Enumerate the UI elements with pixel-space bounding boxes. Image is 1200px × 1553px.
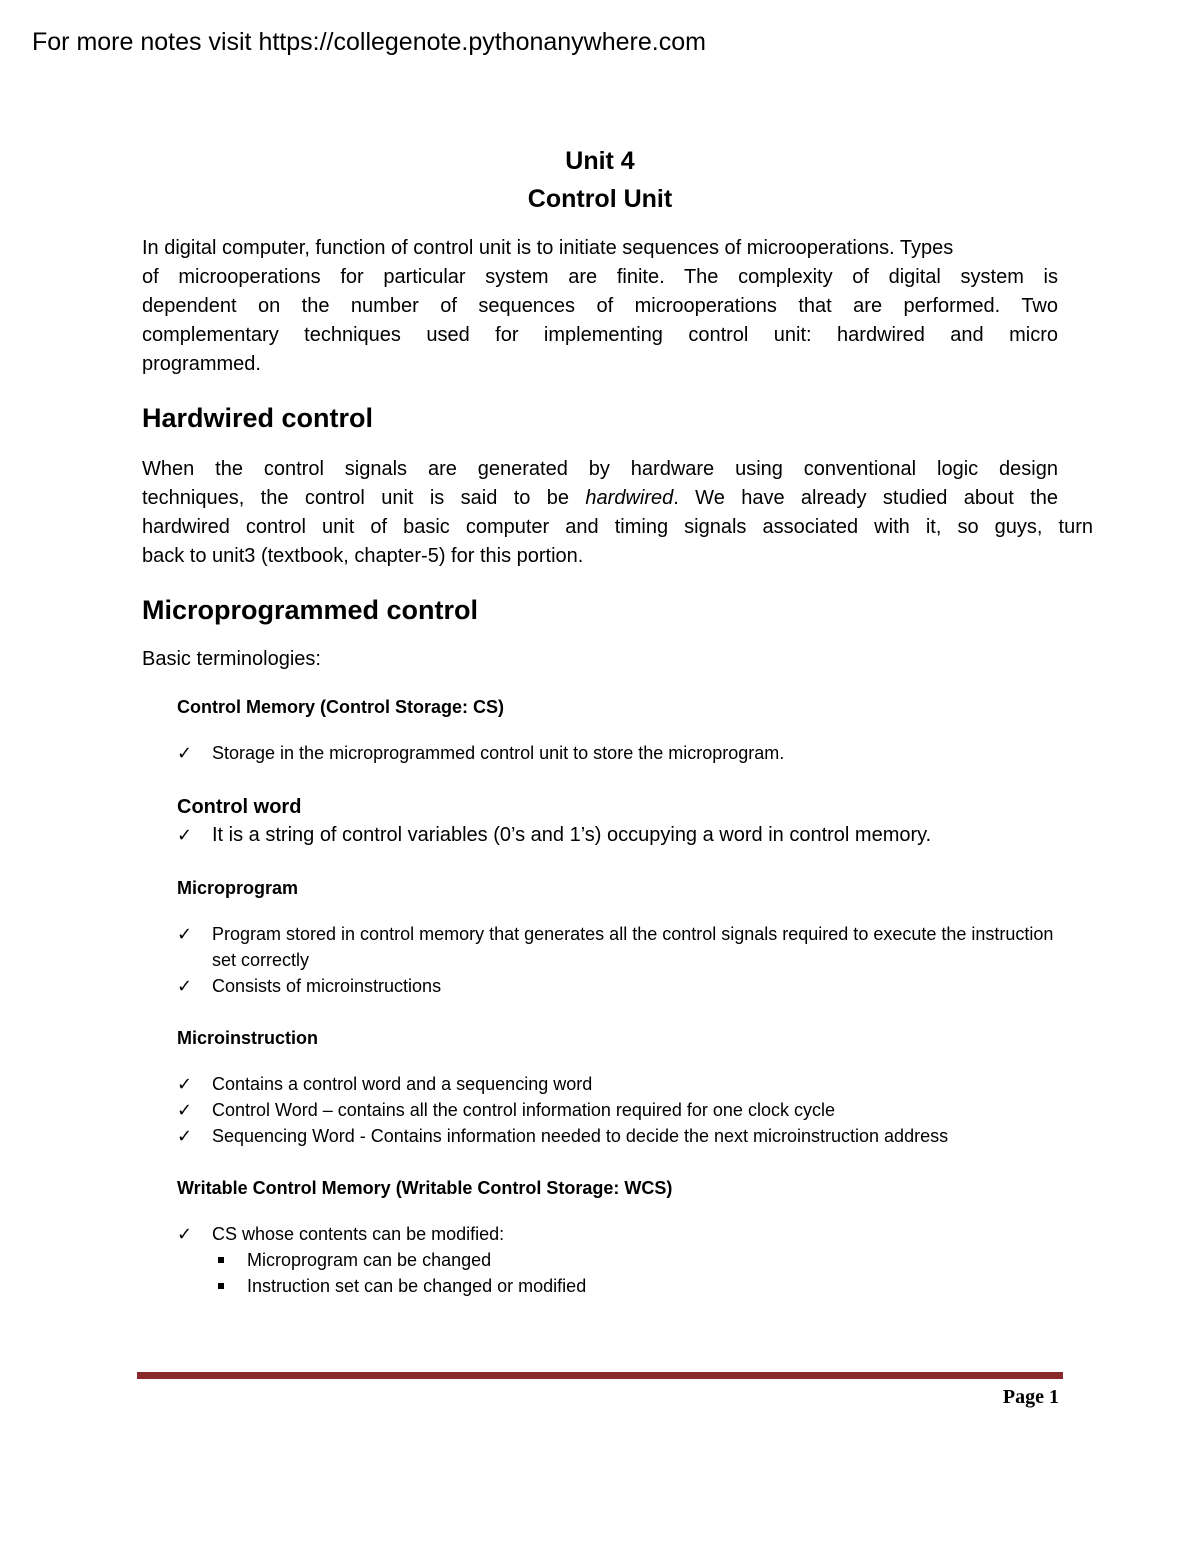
- list-item: [177, 1221, 1058, 1247]
- check-icon: ✓: [177, 1224, 193, 1244]
- square-bullet-icon: [218, 1257, 224, 1263]
- intro-line: of microoperations for particular system are finite. The complexity of digital system is: [142, 266, 1058, 288]
- microprogram-title: Microprogram: [177, 878, 299, 898]
- control-memory-list: [177, 740, 1058, 766]
- check-icon: ✓: [177, 924, 193, 944]
- page-number: Page 1: [1002, 1386, 1059, 1408]
- hardwired-line-text: techniques, the control unit is said to be: [142, 487, 586, 509]
- hardwired-line: back to unit3 (textbook, chapter-5) for this portion.: [142, 545, 584, 567]
- list-item: [177, 1123, 1058, 1149]
- list-item-text: Contains a control word and a sequencing word: [212, 1074, 593, 1094]
- writable-control-memory-sublist: [212, 1247, 1058, 1299]
- check-icon: ✓: [177, 743, 193, 763]
- list-item: [177, 740, 1058, 766]
- list-item: [177, 821, 1058, 849]
- writable-control-memory-list: [177, 1221, 1058, 1247]
- check-icon: ✓: [177, 976, 193, 996]
- sub-list-item-text: Microprogram can be changed: [247, 1250, 492, 1270]
- check-icon: ✓: [177, 1100, 193, 1120]
- sub-list-item-text: Instruction set can be changed or modified: [247, 1276, 587, 1296]
- intro-paragraph: [142, 234, 1058, 379]
- writable-control-memory-title: Writable Control Memory (Writable Control Storage: WCS): [177, 1178, 673, 1198]
- intro-line: complementary techniques used for implementing control unit: hardwired and micro: [142, 324, 1058, 346]
- microprogrammed-heading: Microprogrammed control: [142, 595, 479, 625]
- list-item-text: Storage in the microprogrammed control unit to store the microprogram.: [212, 743, 785, 763]
- list-item-text: It is a string of control variables (0’s and 1’s) occupying a word in control memory.: [212, 824, 932, 846]
- check-icon: ✓: [177, 825, 193, 845]
- basic-terminologies: Basic terminologies:: [142, 648, 321, 670]
- hardwired-line-text: . We have already studied about the: [673, 487, 1058, 509]
- hardwired-line: [142, 484, 1058, 513]
- unit-title: Unit 4: [565, 147, 635, 175]
- list-item-text: CS whose contents can be modified:: [212, 1224, 505, 1244]
- hardwired-heading: Hardwired control: [142, 403, 374, 433]
- sub-list-item: [212, 1273, 1058, 1299]
- microinstruction-list: [177, 1071, 1058, 1149]
- control-word-list: [177, 821, 1058, 849]
- list-item: [177, 1097, 1058, 1123]
- list-item-text: Sequencing Word - Contains information needed to decide the next microinstruction address: [212, 1126, 949, 1146]
- microinstruction-title: Microinstruction: [177, 1028, 319, 1048]
- hardwired-line: hardwired control unit of basic computer and timing signals associated with it, so guys, turn: [142, 516, 1093, 538]
- check-icon: ✓: [177, 1126, 193, 1146]
- control-memory-title: Control Memory (Control Storage: CS): [177, 697, 504, 717]
- intro-line: In digital computer, function of control unit is to initiate sequences of microoperations. Types: [142, 237, 954, 259]
- list-item: [177, 1071, 1058, 1097]
- hardwired-emphasis: hardwired: [585, 487, 674, 509]
- list-item-text: Control Word – contains all the control information required for one clock cycle: [212, 1100, 835, 1120]
- list-item-text: Consists of microinstructions: [212, 976, 442, 996]
- hardwired-line: When the control signals are generated by hardware using conventional logic design: [142, 458, 1058, 480]
- square-bullet-icon: [218, 1283, 224, 1289]
- intro-line: dependent on the number of sequences of microoperations that are performed. Two: [142, 295, 1058, 317]
- list-item-text: Program stored in control memory that generates all the control signals required to execute the instruction set correctly: [212, 924, 1054, 970]
- list-item: [177, 973, 1058, 999]
- hardwired-paragraph: [142, 455, 1093, 571]
- sub-list-item: [212, 1247, 1058, 1273]
- document-body: [142, 142, 1093, 1299]
- page-title: Control Unit: [527, 185, 673, 213]
- header-note: For more notes visit https://collegenote.pythonanywhere.com: [32, 28, 706, 56]
- intro-line: programmed.: [142, 353, 261, 375]
- list-item: [177, 921, 1058, 973]
- check-icon: ✓: [177, 1074, 193, 1094]
- control-word-title: Control word: [177, 796, 302, 818]
- microprogram-list: [177, 921, 1058, 999]
- footer-rule: [137, 1372, 1063, 1379]
